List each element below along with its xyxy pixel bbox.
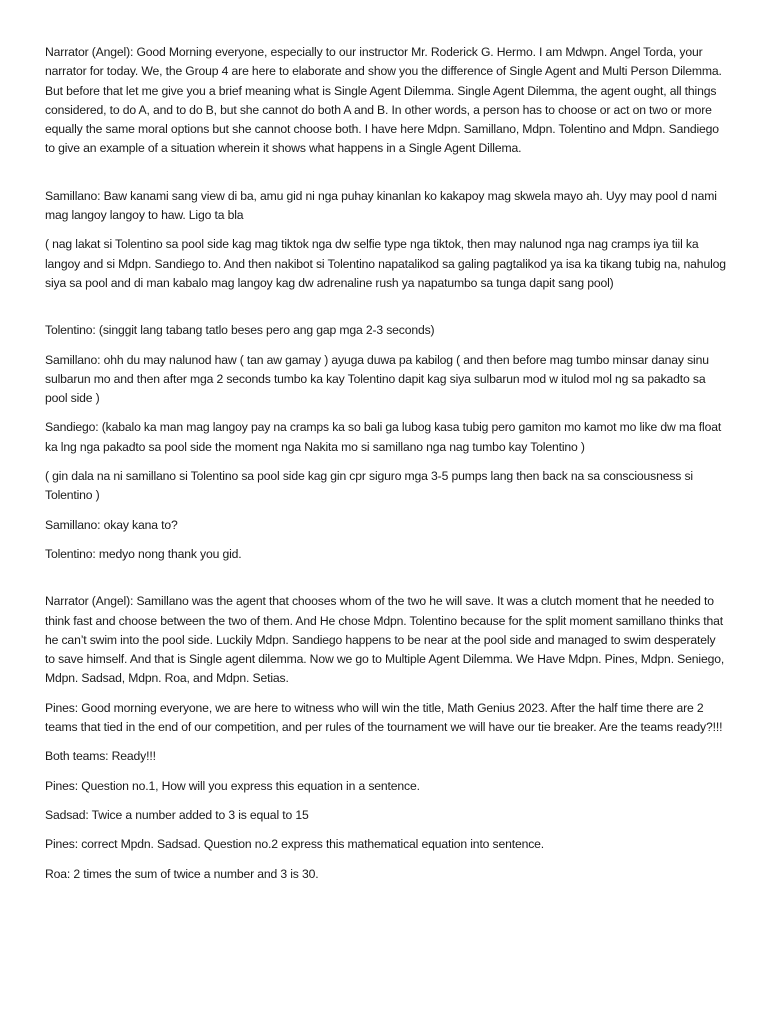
paragraph-samillano-line-1: Samillano: Baw kanami sang view di ba, amu gid ni nga puhay kinanlan ko kakapoy mag skwela mayo ah. Uyy may pool d nami mag langoy langoy to haw. Ligo ta bla <box>45 188 717 223</box>
paragraph-samillano-line-3: Samillano: okay kana to? <box>45 517 178 532</box>
paragraph-narrator-outro: Narrator (Angel): Samillano was the agent that chooses whom of the two he will save. It was a clutch moment that he needed to think fast and choose between the two of them. And He chose Mdpn. Tolentino because for the split moment samillano thinks that he can’t swim into the pool side. Luckily Mdpn. Sandiego happens to be near at the pool side and managed to swim desperately to save himself. And that is Single agent dilemma. Now we go to Multiple Agent Dilemma. We Have Mdpn. Pines, Mdpn. Seniego, Mdpn. Sadsad, Mdpn. Roa, and Mdpn. Setias. <box>45 594 725 686</box>
paragraph-tolentino-line-1: Tolentino: (singgit lang tabang tatlo beses pero ang gap mga 2-3 seconds) <box>45 323 435 338</box>
paragraph-stage-direction-2: ( gin dala na ni samillano si Tolentino sa pool side kag gin cpr siguro mga 3-5 pumps lang then back na sa consciousness si Tolentino ) <box>45 469 693 503</box>
paragraph-samillano-line-2: Samillano: ohh du may nalunod haw ( tan aw gamay ) ayuga duwa pa kabilog ( and then before mag tumbo minsar danay sinu sulbarun mo and then after mga 2 seconds tumbo ka kay Tolentino dapit kag siya sulbarun mod w itulod mol ng sa pakadto sa pool side ) <box>45 352 709 406</box>
document-page <box>45 43 727 894</box>
paragraph-sadsad-line: Sadsad: Twice a number added to 3 is equal to 15 <box>45 807 309 822</box>
paragraph-both-teams-line: Both teams: Ready!!! <box>45 749 156 764</box>
paragraph-sandiego-line-1: Sandiego: (kabalo ka man mag langoy pay na cramps ka so bali ga lubog kasa tubig pero gamiton mo kamot mo like dw ma float ka lng nga pakadto sa pool side the moment nga Nakita mo si samillano nga nag tumbo kay Tolentino ) <box>45 420 722 454</box>
paragraph-narrator-intro: Narrator (Angel): Good Morning everyone, especially to our instructor Mr. Roderick G. Hermo. I am Mdwpn. Angel Torda, your narrator for today. We, the Group 4 are here to elaborate and show you the difference of Single Agent and Multi Person Dilemma. But before that let me give you a brief meaning what is Single Agent Dilemma. Single Agent Dilemma, the agent ought, all things considered, to do A, and to do B, but she cannot do both A and B. In other words, a person has to choose or act on two or more equally the same moral options but she cannot choose both. I have here Mdpn. Samillano, Mdpn. Tolentino and Mdpn. Sandiego to give an example of a situation wherein it shows what happens in a Single Agent Dillema. <box>45 45 722 156</box>
paragraph-pines-line-3: Pines: correct Mpdn. Sadsad. Question no.2 express this mathematical equation into sentence. <box>45 837 545 852</box>
paragraph-pines-line-2: Pines: Question no.1, How will you express this equation in a sentence. <box>45 778 420 793</box>
paragraph-tolentino-line-2: Tolentino: medyo nong thank you gid. <box>45 546 242 561</box>
paragraph-pines-line-1: Pines: Good morning everyone, we are here to witness who will win the title, Math Genius 2023. After the half time there are 2 teams that tied in the end of our competition, and per rules of the tournament we will have our tie breaker. Are the teams ready?!!! <box>45 700 723 735</box>
paragraph-stage-direction-1: ( nag lakat si Tolentino sa pool side kag mag tiktok nga dw selfie type nga tiktok, then may nalunod nga nag cramps iya tiil ka langoy and si Mdpn. Sandiego to. And then nakibot si Tolentino napatalikod sa galing pagtalikod ya isa ka tikang tubig na, nahulog siya sa pool and di man kabalo mag langoy kag dw adrenaline rush ya napatumbo sa tunga dapit sang pool) <box>45 237 726 290</box>
paragraph-roa-line: Roa: 2 times the sum of twice a number and 3 is 30. <box>45 866 319 881</box>
